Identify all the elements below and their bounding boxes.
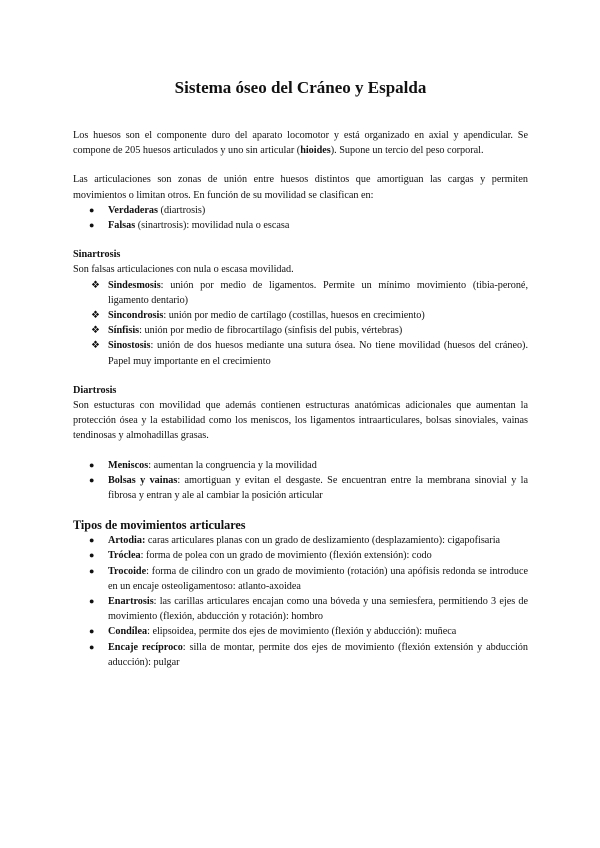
diamond-bullet-icon: ❖: [91, 340, 100, 352]
diartrosis-paragraph: Son estucturas con movilidad que además contienen estructuras anatómicas adicionales que aumentan la protección ósea y la estabilidad como los meniscos, los ligamentos intraarticulares, bolsas sinoviales, vainas tendinosas y almohadillas grasas.: [73, 400, 528, 442]
sinartrosis-paragraph: Son falsas articulaciones con nula o escasa movilidad.: [73, 264, 294, 276]
hioides-term: hioides: [300, 145, 331, 157]
list-item: ● Verdaderas (diartrosis): [73, 203, 528, 218]
sinartrosis-list: [73, 278, 528, 369]
diamond-bullet-icon: ❖: [91, 325, 100, 337]
list-item: ❖ Sínfisis: unión por medio de fibrocartílago (sínfisis del pubis, vértebras): [73, 323, 528, 338]
bullet-icon: ●: [89, 596, 95, 607]
tipos-list: [73, 533, 528, 670]
tipos-heading: Tipos de movimientos articulares: [73, 518, 246, 533]
bullet-icon: ●: [89, 535, 95, 546]
bullet-icon: ●: [89, 626, 95, 637]
articulaciones-list: [73, 203, 528, 233]
articulaciones-paragraph: Las articulaciones son zonas de unión entre huesos distintos que amortiguan las cargas y permiten movimientos o limitan otros. En función de su movilidad se clasifican en:: [73, 174, 528, 201]
list-item: ● Meniscos: aumentan la congruencia y la movilidad: [73, 458, 528, 473]
list-item: ❖ Sincondrosis: unión por medio de cartílago (costillas, huesos en crecimiento): [73, 308, 528, 323]
list-item: ● Enartrosis: las carillas articulares encajan como una bóveda y una semiesfera, permitiendo 3 ejes de movimiento (flexión, abducción y rotación): hombro: [89, 596, 528, 623]
bullet-icon: ●: [89, 565, 95, 576]
intro-paragraph: Los huesos son el componente duro del aparato locomotor y está organizado en axial y apendicular. Se compone de 205 huesos articulados y uno sin articular (hioides). Supone un tercio del peso corporal.: [73, 130, 528, 157]
page-title: Sistema óseo del Cráneo y Espalda: [174, 78, 427, 97]
diamond-bullet-icon: ❖: [91, 279, 100, 291]
list-item: ● Condílea: elipsoidea, permite dos ejes de movimiento (flexión y abducción): muñeca: [73, 624, 528, 639]
document-body: [73, 78, 528, 670]
bullet-icon: ●: [89, 641, 95, 652]
diamond-bullet-icon: ❖: [91, 310, 100, 322]
list-item: ❖ Sinostosis: unión de dos huesos mediante una sutura ósea. No tiene movilidad (huesos del cráneo). Papel muy importante en el crecimiento: [91, 340, 528, 367]
list-item: ● Falsas (sinartrosis): movilidad nula o escasa: [73, 218, 528, 233]
bullet-icon: ●: [89, 220, 95, 231]
list-item: ● Artodia: caras articulares planas con un grado de deslizamiento (desplazamiento): cigapofisaria: [73, 533, 528, 548]
bullet-icon: ●: [89, 550, 95, 561]
list-item: ● Tróclea: forma de polea con un grado de movimiento (flexión extensión): codo: [73, 548, 528, 563]
list-item: ❖ Sindesmosis: unión por medio de ligamentos. Permite un mínimo movimiento (tibia-peroné, ligamento dentario): [91, 279, 528, 306]
bullet-icon: ●: [89, 204, 95, 215]
list-item: ● Encaje recíproco: silla de montar, permite dos ejes de movimiento (flexión extensión y abducción aducción): pulgar: [89, 641, 528, 668]
sinartrosis-heading: Sinartrosis: [73, 249, 121, 261]
diartrosis-heading: Diartrosis: [73, 384, 117, 396]
diartrosis-list: [73, 458, 528, 504]
list-item: ● Bolsas y vainas: amortiguan y evitan el desgaste. Se encuentran entre la membrana sinovial y la fibrosa y entran y ale al cambiar la posición articular: [89, 474, 529, 502]
bullet-icon: ●: [89, 459, 95, 470]
bullet-icon: ●: [89, 474, 95, 485]
list-item: ● Trocoide: forma de cilindro con un grado de movimiento (rotación) una apófisis redonda se introduce en un encaje osteoligamentoso: atlanto-axoidea: [89, 565, 528, 592]
